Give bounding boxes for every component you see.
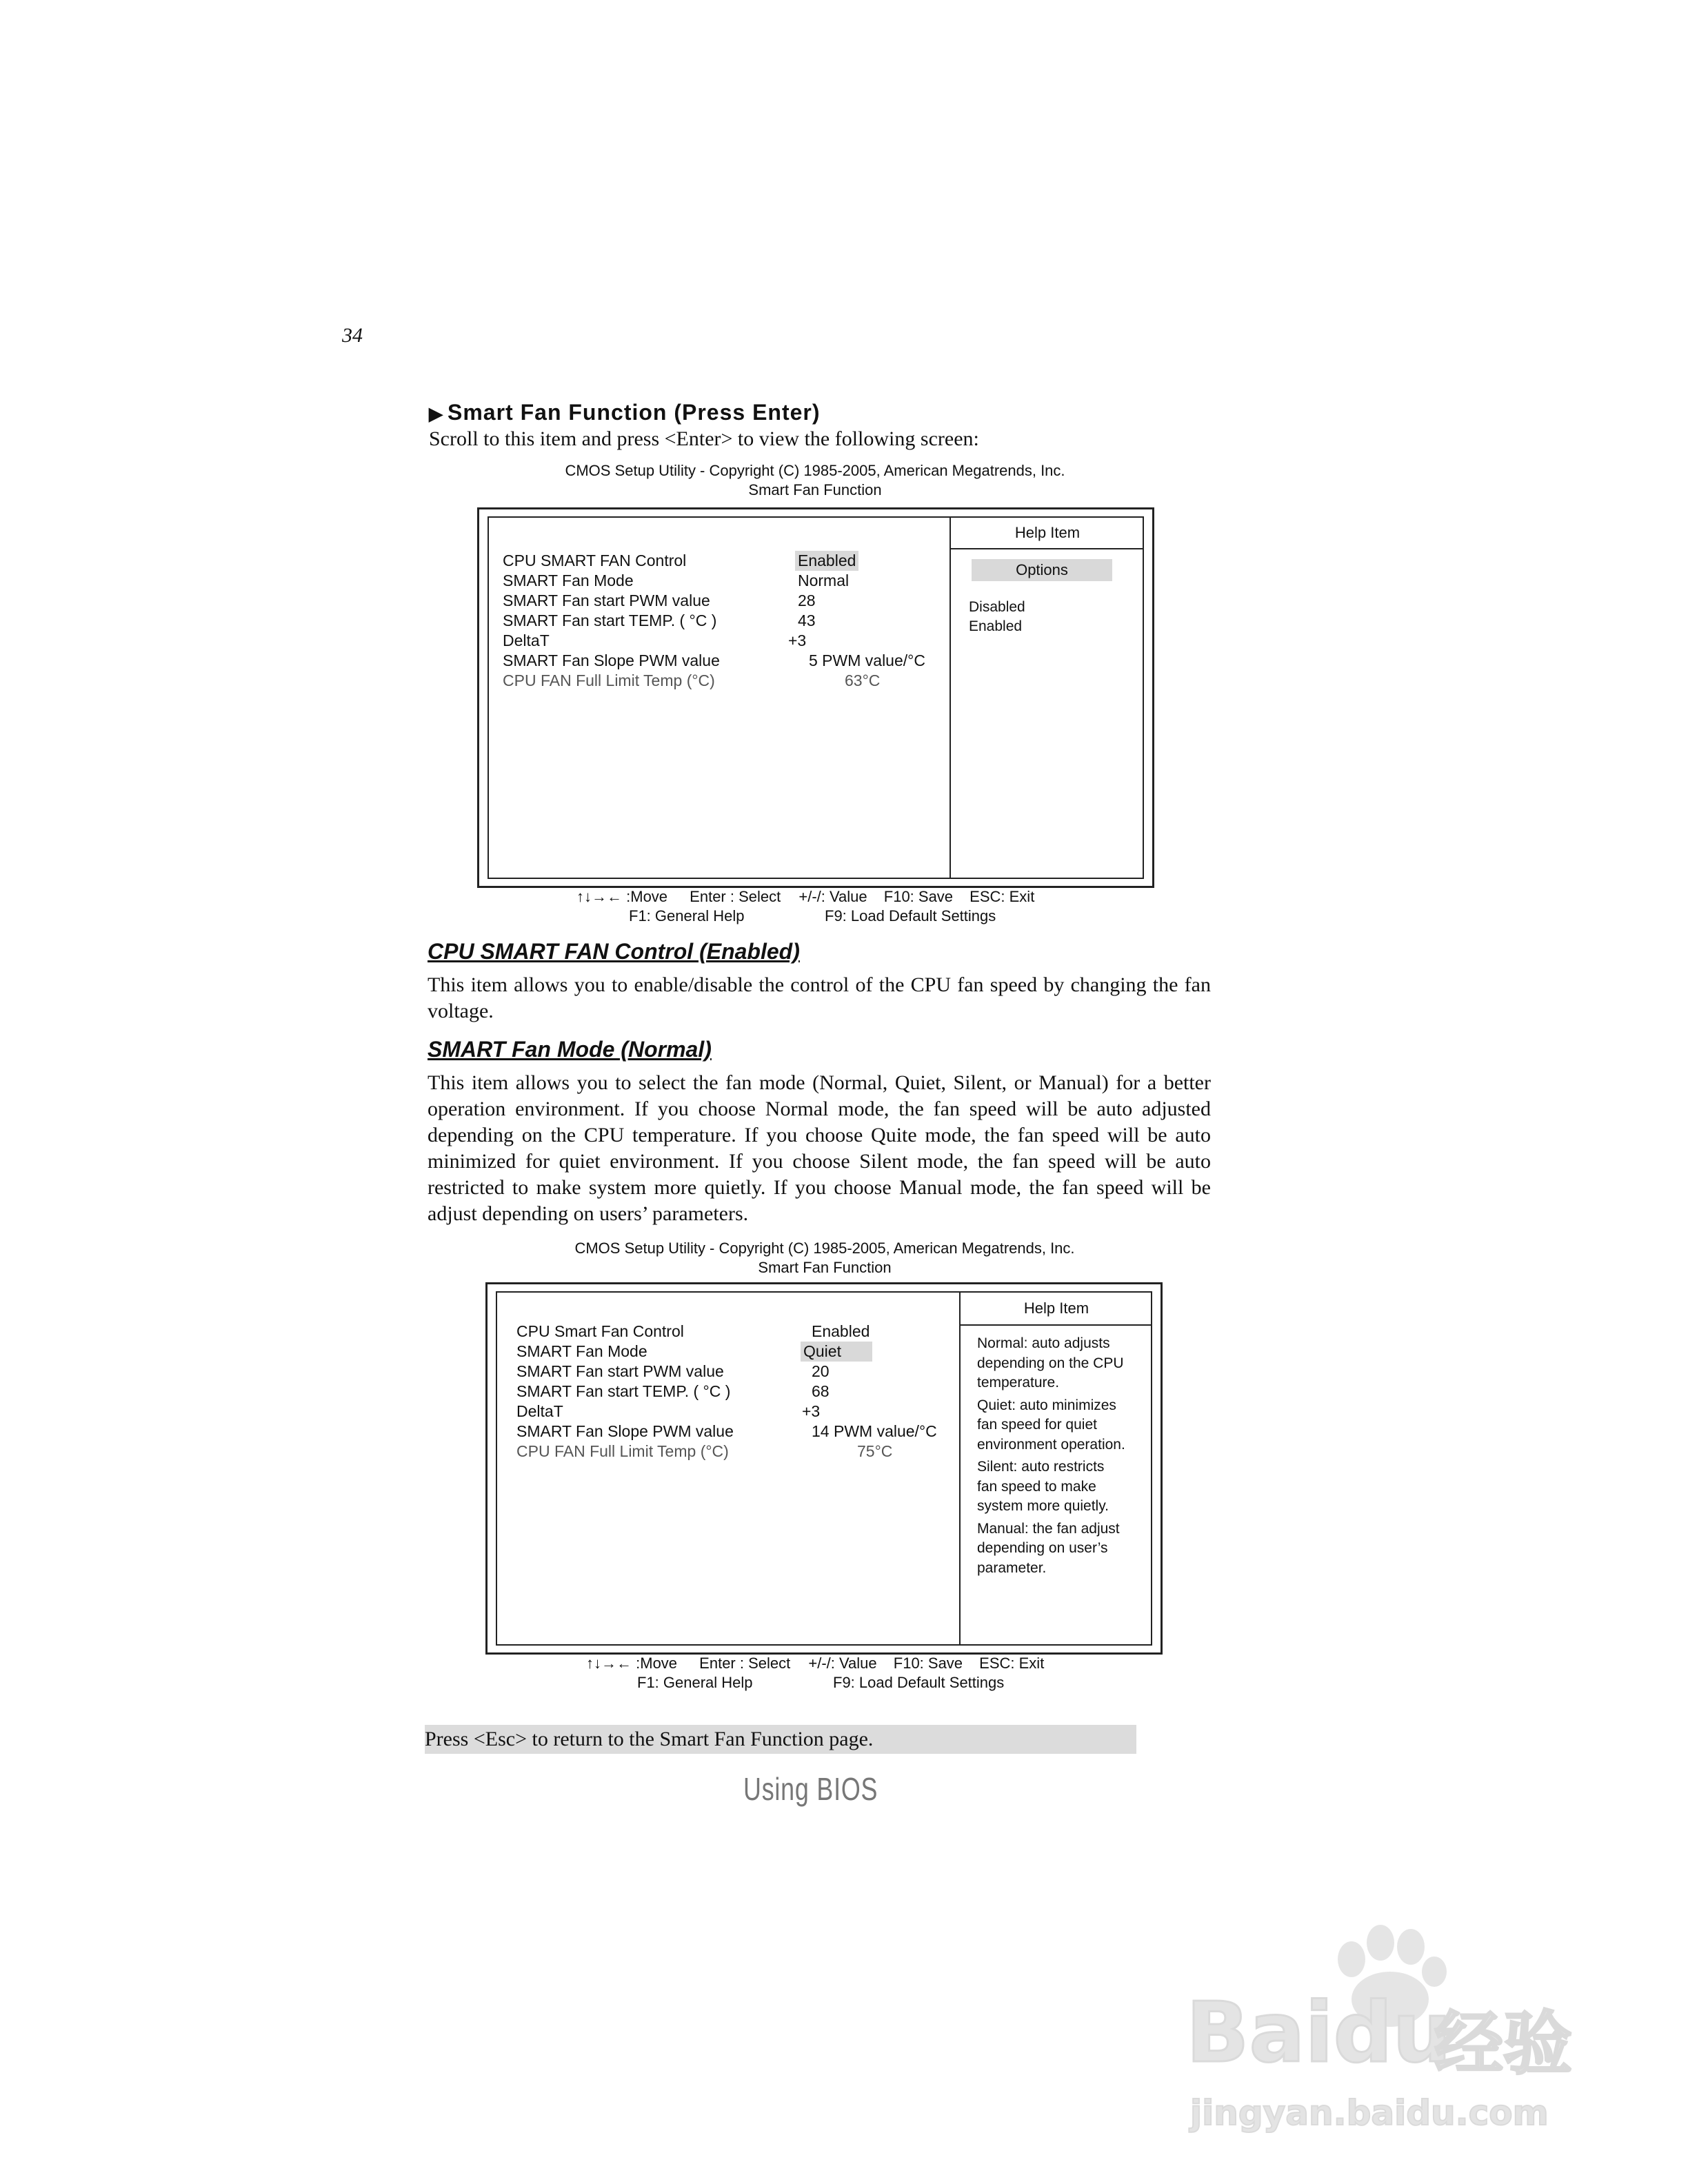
bios-screen-2 — [485, 1282, 1163, 1655]
baidu-watermark — [1186, 1917, 1600, 2151]
settings-list-1 — [503, 551, 944, 691]
help-panel-1 — [950, 518, 1144, 878]
option-disabled[interactable]: Disabled — [969, 599, 1025, 615]
heading-cpu-smart-fan: CPU SMART FAN Control (Enabled) — [428, 939, 800, 964]
settings-list-2 — [516, 1322, 958, 1462]
arrow-keys-icon: ↑↓→← — [576, 888, 622, 905]
watermark-url: jingyan.baidu.com — [1190, 2093, 1549, 2133]
bios-subtitle-2: Smart Fan Function — [758, 1259, 892, 1276]
option-enabled[interactable]: Enabled — [969, 618, 1023, 634]
help-panel-2 — [959, 1293, 1152, 1644]
heading-smart-fan-mode: SMART Fan Mode (Normal) — [428, 1037, 712, 1062]
bios-inner-frame-2 — [496, 1291, 1152, 1646]
bios-caption-2: CMOS Setup Utility - Copyright (C) 1985-2005, American Megatrends, Inc. — [574, 1240, 1075, 1257]
page-number: 34 — [342, 324, 363, 347]
section-title: Smart Fan Function (Press Enter) — [448, 400, 821, 425]
setting-row[interactable]: DeltaT +3 — [503, 631, 807, 649]
setting-row[interactable]: DeltaT +3 — [516, 1402, 821, 1420]
help-text-2: Normal: auto adjusts depending on the CPU temperature. Quiet: auto minimizes fan speed for quiet environment operation. Silent: auto restricts fan speed to make system more quietly. Manual: the fan adjust depending on user’s parameter. — [977, 1335, 1125, 1576]
setting-row[interactable]: SMART Fan Mode Quiet — [516, 1342, 958, 1362]
setting-row[interactable]: SMART Fan start PWM value 20 — [516, 1362, 830, 1380]
setting-row[interactable]: SMART Fan start TEMP. ( °C ) 43 — [503, 611, 816, 629]
triangle-bullet-icon: ▶ — [429, 403, 443, 424]
setting-row[interactable]: SMART Fan Slope PWM value 14 PWM value/°C — [516, 1422, 937, 1440]
bios-inner-frame-1 — [488, 516, 1144, 879]
key-help-2: F1: General Help — [637, 1674, 753, 1691]
setting-row[interactable]: SMART Fan start TEMP. ( °C ) 68 — [516, 1382, 830, 1400]
setting-row[interactable]: SMART Fan Mode Normal — [503, 572, 850, 589]
key-help-1: F1: General Help — [629, 907, 745, 924]
footer-title: Using BIOS — [743, 1771, 878, 1807]
help-title-1: Help Item — [951, 518, 1144, 549]
setting-row[interactable]: CPU SMART FAN Control Enabled — [503, 551, 944, 571]
help-title-2: Help Item — [961, 1293, 1152, 1326]
setting-row[interactable]: CPU Smart Fan Control Enabled — [516, 1322, 870, 1340]
para-cpu-smart-fan: This item allows you to enable/disable the control of the CPU fan speed by changing the fan voltage. — [428, 973, 1211, 1022]
bios-screen-1 — [477, 507, 1154, 888]
options-list — [969, 598, 1025, 636]
setting-row[interactable]: SMART Fan start PWM value 28 — [503, 592, 816, 609]
section-heading — [429, 400, 821, 425]
watermark-cn: 经验 — [1434, 2003, 1572, 2084]
section-intro: Scroll to this item and press <Enter> to view the following screen: — [429, 427, 979, 450]
esc-note: Press <Esc> to return to the Smart Fan Function page. — [425, 1725, 1136, 1754]
setting-row: CPU FAN Full Limit Temp (°C) 75°C — [516, 1442, 893, 1460]
options-label: Options — [972, 559, 1112, 581]
setting-row[interactable]: SMART Fan Slope PWM value 5 PWM value/°C — [503, 651, 925, 669]
para-smart-fan-mode: This item allows you to select the fan mode (Normal, Quiet, Silent, or Manual) for a better operation environment. If you choose Normal mode, the fan speed will be auto adjusted depending on the CPU temperature. If you choose Quite mode, the fan speed will be auto minimized for quiet environment. If you choose Silent mode, the fan speed will be auto restricted to make system more quietly. If you choose Manual mode, the fan speed will be adjust depending on users’ parameters. — [428, 1071, 1211, 1225]
watermark-brand: Baidu — [1186, 1985, 1451, 2081]
key-legend-1: ↑↓→← :Move Enter : Select +/-/: Value F10: Save ESC: Exit — [576, 888, 1035, 905]
key-defaults-2: F9: Load Default Settings — [833, 1674, 1005, 1691]
arrow-keys-icon: ↑↓→← — [586, 1655, 632, 1672]
key-defaults-1: F9: Load Default Settings — [825, 907, 996, 924]
bios-subtitle-1: Smart Fan Function — [748, 481, 882, 498]
bios-caption-1: CMOS Setup Utility - Copyright (C) 1985-2005, American Megatrends, Inc. — [565, 462, 1065, 479]
setting-row: CPU FAN Full Limit Temp (°C) 63°C — [503, 671, 881, 689]
key-legend-2: ↑↓→← :Move Enter : Select +/-/: Value F10: Save ESC: Exit — [586, 1655, 1045, 1672]
